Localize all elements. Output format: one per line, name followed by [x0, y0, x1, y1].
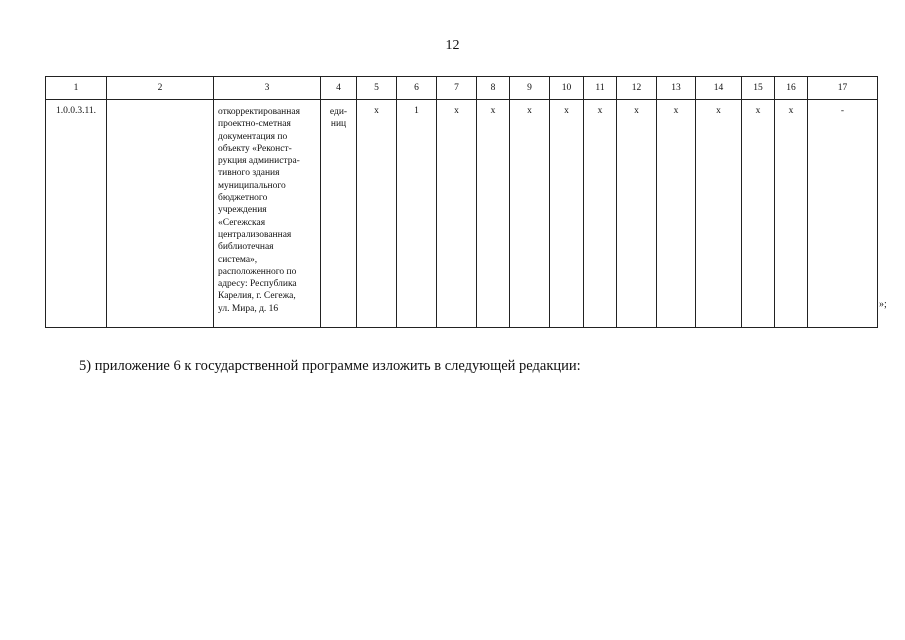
header-cell: 6 [397, 77, 437, 100]
header-cell: 9 [510, 77, 550, 100]
closing-quote-mark: »; [879, 299, 887, 310]
table-header-row [46, 77, 878, 100]
description-line: объекту «Реконст- [218, 143, 292, 154]
page-number: 12 [445, 38, 460, 53]
description-line: муниципального [218, 180, 286, 191]
header-cell: 12 [617, 77, 657, 100]
description-line: централизованная [218, 229, 292, 240]
value-cell: х [696, 100, 742, 328]
description-line: бюджетного [218, 193, 268, 204]
data-table [45, 76, 878, 328]
value-cell: х [477, 100, 510, 328]
description-line: ул. Мира, д. 16 [218, 303, 279, 314]
value-cell: х [775, 100, 808, 328]
header-cell: 5 [357, 77, 397, 100]
value-cell: 1 [397, 100, 437, 328]
table-row [46, 100, 878, 328]
value-cell: х [742, 100, 775, 328]
value-cell: - [808, 100, 878, 328]
description-line: библиотечная [218, 242, 274, 253]
header-cell: 4 [321, 77, 357, 100]
header-cell: 11 [584, 77, 617, 100]
unit-cell [321, 100, 357, 328]
description-line: откорректированная [218, 107, 300, 117]
value-cell: х [617, 100, 657, 328]
header-cell: 8 [477, 77, 510, 100]
empty-cell [107, 100, 214, 328]
value-cell: х [657, 100, 696, 328]
description-line: система», [218, 254, 258, 265]
header-cell: 15 [742, 77, 775, 100]
description-line: «Сегежская [218, 217, 266, 228]
description-line: рукция администра- [218, 156, 300, 167]
description-line: тивного здания [218, 168, 280, 179]
value-cell: х [437, 100, 477, 328]
description-cell [214, 100, 321, 328]
header-cell: 10 [550, 77, 584, 100]
header-cell: 2 [107, 77, 214, 100]
description-line: документация по [218, 131, 288, 142]
header-cell: 3 [214, 77, 321, 100]
header-cell: 17 [808, 77, 878, 100]
unit-line: еди- [329, 107, 348, 117]
header-cell: 1 [46, 77, 107, 100]
header-cell: 14 [696, 77, 742, 100]
value-cell: х [357, 100, 397, 328]
header-cell: 13 [657, 77, 696, 100]
header-cell: 7 [437, 77, 477, 100]
value-cell: х [510, 100, 550, 328]
description-line: учреждения [218, 205, 267, 216]
header-cell: 16 [775, 77, 808, 100]
description-line: расположенного по [218, 266, 297, 277]
description-line: адресу: Республика [218, 279, 297, 290]
value-cell: х [550, 100, 584, 328]
row-code-cell: 1.0.0.3.11. [46, 100, 107, 328]
value-cell: х [584, 100, 617, 328]
description-line: Карелия, г. Сегежа, [218, 291, 296, 302]
unit-line: ниц [330, 119, 347, 130]
description-line: проектно-сметная [218, 119, 291, 130]
instruction-paragraph: 5) приложение 6 к государственной программе изложить в следующей редакции: [79, 358, 581, 374]
